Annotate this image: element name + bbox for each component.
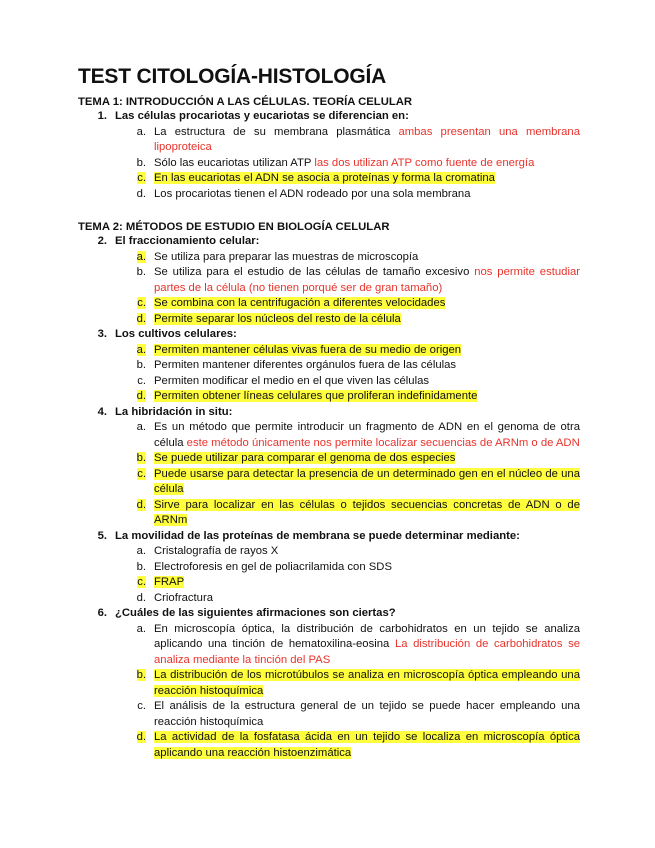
option-letter-cell — [78, 622, 154, 669]
answer-option — [78, 343, 580, 359]
option-letter-cell — [78, 730, 154, 761]
option-letter-cell — [78, 250, 154, 266]
option-body — [154, 699, 580, 730]
option-text: El análisis de la estructura general de un tejido se puede hacer empleando una reacción histoquímica — [154, 700, 580, 728]
question-number: 4. — [97, 405, 107, 418]
option-body — [154, 187, 580, 203]
option-text: Permiten mantener diferentes orgánulos fuera de las células — [154, 359, 457, 371]
question-number: 6. — [97, 607, 107, 619]
answer-option — [78, 575, 580, 591]
option-body — [154, 358, 580, 374]
option-text: Sirve para localizar en las células o tejidos secuencias concretas de ADN o de ARNm — [154, 498, 580, 526]
option-letter: a. — [136, 343, 146, 356]
option-body — [154, 420, 580, 451]
option-letter: b. — [136, 266, 146, 278]
option-text: Permiten mantener células vivas fuera de su medio de origen — [154, 343, 462, 356]
option-body — [154, 343, 580, 359]
option-text: Los procariotas tienen el ADN rodeado por una sola membrana — [154, 187, 471, 200]
answer-option — [78, 591, 580, 607]
option-text: Electroforesis en gel de poliacrilamida con SDS — [154, 560, 392, 573]
section-heading: TEMA 1: INTRODUCCIÓN A LAS CÉLULAS. TEORÍA CELULAR — [78, 96, 413, 108]
option-correction-note: nos permite estudiar partes de la célula (no tienen porqué ser de gran tamaño) — [154, 266, 581, 294]
option-text: Permiten obtener líneas celulares que proliferan indefinidamente — [154, 390, 478, 402]
option-letter-cell — [78, 343, 154, 359]
answer-option — [78, 187, 580, 203]
answer-option — [78, 389, 580, 405]
answer-option — [78, 171, 580, 187]
question-text: La movilidad de las proteínas de membrana se puede determinar mediante: — [115, 529, 520, 542]
answer-option — [78, 374, 580, 390]
option-letter: c. — [137, 700, 146, 712]
option-letter: c. — [137, 576, 146, 588]
option-correction-note: las dos utilizan ATP como fuente de energía — [314, 156, 535, 169]
answer-option — [78, 296, 580, 312]
answer-option — [78, 451, 580, 467]
option-text: En microscopía óptica, la distribución de carbohidratos en un tejido se analiza aplicando una tinción de hematoxilina-eosina — [154, 622, 580, 650]
option-body — [154, 265, 580, 296]
option-text: La estructura de su membrana plasmática — [154, 125, 391, 138]
option-letter-cell — [78, 171, 154, 187]
option-letter-cell — [78, 668, 154, 699]
question-text: Los cultivos celulares: — [115, 328, 237, 340]
question-text: El fraccionamiento celular: — [115, 235, 260, 247]
option-letter-cell — [78, 591, 154, 607]
option-text: La actividad de la fosfatasa ácida en un tejido se localiza en microscopía óptica aplicando una reacción histoenzimática — [154, 731, 580, 759]
option-letter: a. — [136, 250, 146, 263]
option-letter: a. — [136, 421, 146, 433]
option-letter-cell — [78, 699, 154, 730]
answer-option — [78, 498, 580, 529]
option-letter: b. — [136, 156, 146, 169]
document-page — [78, 64, 580, 761]
option-letter: d. — [136, 731, 146, 743]
option-body — [154, 374, 580, 390]
option-letter: b. — [136, 669, 146, 681]
option-text: Cristalografía de rayos X — [154, 545, 279, 557]
option-text: Se utiliza para el estudio de las células de tamaño excesivo — [154, 266, 470, 278]
answer-option — [78, 560, 580, 576]
option-letter: a. — [136, 125, 146, 138]
option-letter-cell — [78, 187, 154, 203]
option-letter-cell — [78, 451, 154, 467]
question-text: ¿Cuáles de las siguientes afirmaciones son ciertas? — [115, 607, 396, 619]
answer-option — [78, 420, 580, 451]
option-letter-cell — [78, 420, 154, 451]
option-body — [154, 312, 580, 328]
option-text: Se puede utilizar para comparar el genoma de dos especies — [154, 452, 456, 464]
document-title: TEST CITOLOGÍA-HISTOLOGÍA — [78, 65, 387, 88]
option-body — [154, 389, 580, 405]
option-body — [154, 498, 580, 529]
answer-option — [78, 125, 580, 156]
option-letter: b. — [136, 560, 146, 573]
option-letter: d. — [136, 390, 146, 402]
option-text: FRAP — [154, 576, 185, 588]
option-letter: c. — [137, 172, 146, 184]
option-letter-cell — [78, 374, 154, 390]
question-text: Las células procariotas y eucariotas se diferencian en: — [115, 110, 409, 122]
option-body — [154, 591, 580, 607]
option-letter-cell — [78, 560, 154, 576]
option-letter: a. — [136, 545, 146, 557]
option-body — [154, 451, 580, 467]
option-letter: b. — [136, 359, 146, 371]
option-body — [154, 467, 580, 498]
option-correction-note: este método únicamente nos permite localizar secuencias de ARNm o de ADN — [186, 436, 580, 449]
option-letter-cell — [78, 358, 154, 374]
question — [78, 234, 580, 250]
option-body — [154, 730, 580, 761]
option-text: Es un método que permite introducir un fragmento de ADN en el genoma de otra célula — [154, 421, 580, 449]
option-text: Criofractura — [154, 591, 214, 604]
question — [78, 109, 580, 125]
option-text: Puede usarse para detectar la presencia de un determinado gen en el núcleo de una célula — [154, 467, 580, 495]
question-text: La hibridación in situ: — [115, 405, 233, 418]
option-letter-cell — [78, 296, 154, 312]
answer-option — [78, 544, 580, 560]
option-letter: d. — [136, 187, 146, 200]
question — [78, 405, 580, 421]
option-body — [154, 622, 580, 669]
option-body — [154, 171, 580, 187]
option-letter-cell — [78, 498, 154, 529]
option-text: En las eucariotas el ADN se asocia a proteínas y forma la cromatina — [154, 172, 495, 184]
answer-option — [78, 265, 580, 296]
option-letter-cell — [78, 467, 154, 498]
question-number: 3. — [97, 328, 107, 340]
option-letter-cell — [78, 312, 154, 328]
option-letter-cell — [78, 575, 154, 591]
option-body — [154, 544, 580, 560]
option-letter-cell — [78, 544, 154, 560]
option-letter: d. — [136, 591, 146, 604]
option-letter: c. — [137, 374, 146, 387]
option-letter-cell — [78, 389, 154, 405]
option-text: Sólo las eucariotas utilizan ATP — [154, 156, 312, 169]
option-body — [154, 296, 580, 312]
answer-option — [78, 668, 580, 699]
answer-option — [78, 156, 580, 172]
question — [78, 529, 580, 545]
document-content — [78, 95, 580, 761]
option-letter: c. — [137, 297, 146, 309]
option-letter: a. — [136, 622, 146, 635]
question-number: 5. — [97, 529, 107, 542]
question — [78, 606, 580, 622]
option-body — [154, 250, 580, 266]
option-letter: d. — [136, 498, 146, 511]
option-letter: c. — [137, 467, 146, 480]
question-number: 1. — [97, 110, 107, 122]
option-body — [154, 156, 580, 172]
question-number: 2. — [97, 235, 107, 247]
option-letter: b. — [136, 452, 146, 464]
answer-option — [78, 358, 580, 374]
option-text: La distribución de los microtúbulos se analiza en microscopía óptica empleando una reacción histoquímica — [154, 669, 580, 697]
answer-option — [78, 622, 580, 669]
option-body — [154, 575, 580, 591]
option-letter: d. — [136, 312, 146, 325]
answer-option — [78, 312, 580, 328]
answer-option — [78, 250, 580, 266]
option-text: Permiten modificar el medio en el que viven las células — [154, 374, 430, 387]
section-heading: TEMA 2: MÉTODOS DE ESTUDIO EN BIOLOGÍA CELULAR — [78, 221, 390, 233]
option-correction-note: La distribución de carbohidratos se analiza mediante la tinción del PAS — [154, 638, 580, 666]
answer-option — [78, 730, 580, 761]
question — [78, 327, 580, 343]
option-text: Se utiliza para preparar las muestras de microscopía — [154, 250, 419, 263]
answer-option — [78, 467, 580, 498]
option-body — [154, 125, 580, 156]
option-correction-note: ambas presentan una membrana lipoproteica — [154, 125, 581, 153]
answer-option — [78, 699, 580, 730]
option-body — [154, 668, 580, 699]
option-text: Permite separar los núcleos del resto de la célula — [154, 312, 401, 325]
option-body — [154, 560, 580, 576]
option-letter-cell — [78, 265, 154, 296]
option-letter-cell — [78, 156, 154, 172]
option-letter-cell — [78, 125, 154, 156]
option-text: Se combina con la centrifugación a diferentes velocidades — [154, 297, 446, 309]
